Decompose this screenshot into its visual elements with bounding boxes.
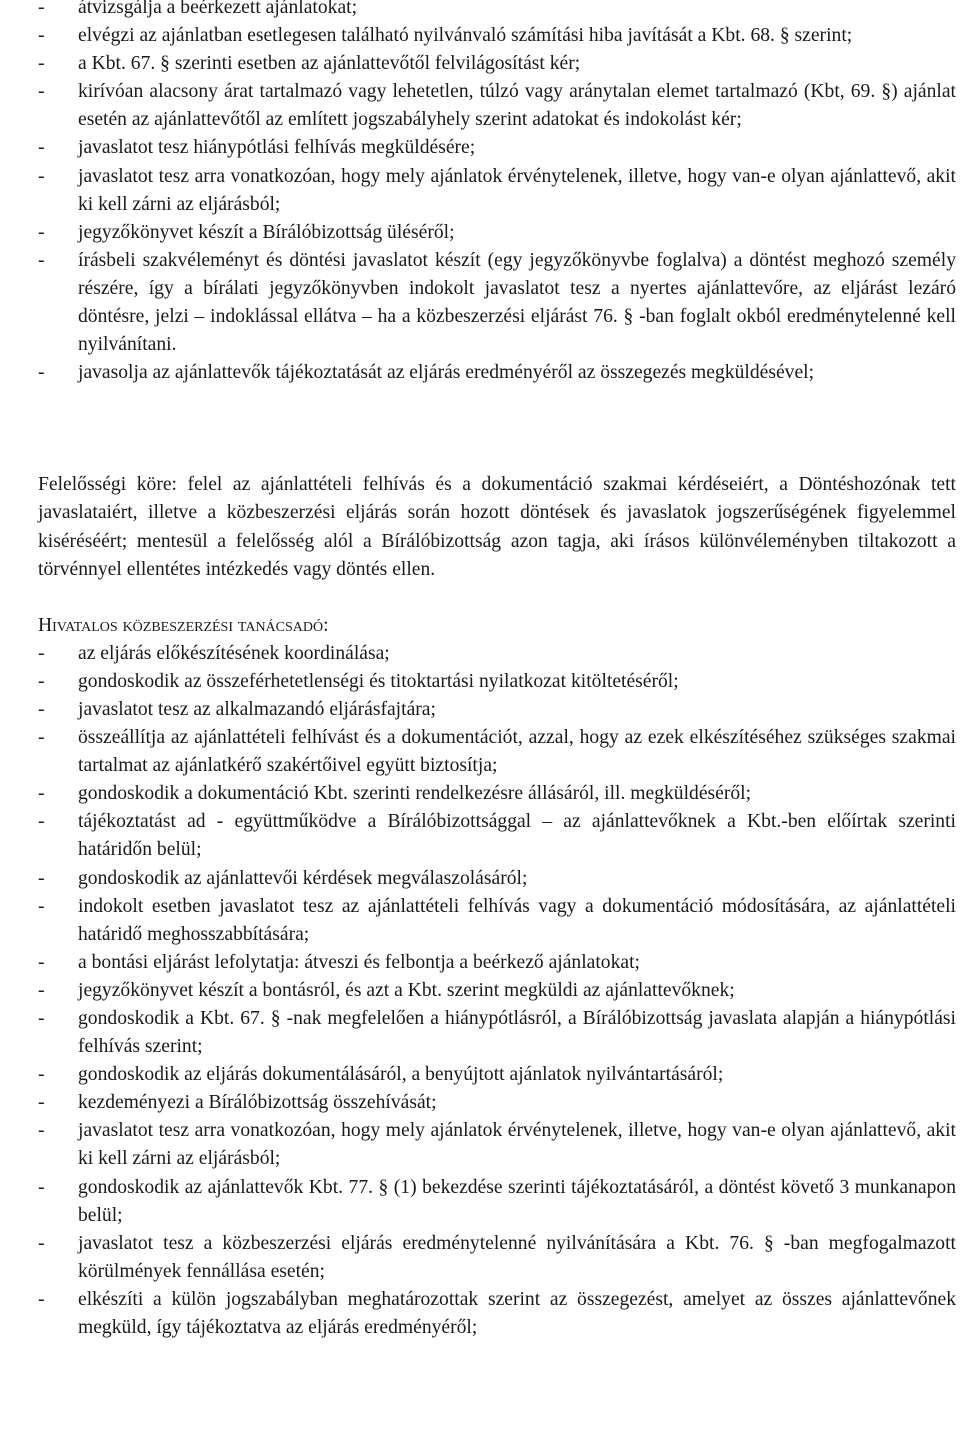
list-item: - írásbeli szakvéleményt és döntési javaslatot készít (egy jegyzőkönyvbe foglalva) a döntést meghozó személy részére, így a bírálati jegyzőkönyvben indokolt javaslatot tesz a nyertes ajánlattevőre, az eljárást lezáró döntésre, jelzi – indoklással ellátva – ha a közbeszerzési eljárást 76. § -ban foglalt okból eredménytelenné kell nyilvánítani. [38, 247, 956, 359]
list-item: - a Kbt. 67. § szerinti esetben az ajánlattevőtől felvilágosítást kér; [38, 50, 956, 78]
list-item: - összeállítja az ajánlattételi felhívást és a dokumentációt, azzal, hogy az ezek elkészítéséhez szükséges szakmai tartalmat az ajánlatkérő szakértőivel együtt biztosítja; [38, 724, 956, 780]
list-item: - jegyzőkönyvet készít a bontásról, és azt a Kbt. szerint megküldi az ajánlattevőknek; [38, 977, 956, 1005]
list-item: - gondoskodik a dokumentáció Kbt. szerinti rendelkezésre állásáról, ill. megküldéséről; [38, 780, 956, 808]
list-item: - átvizsgálja a beérkezett ajánlatokat; [38, 0, 956, 22]
list-item: - tájékoztatást ad - együttműködve a Bírálóbizottsággal – az ajánlattevőknek a Kbt.-ben előírtak szerinti határidőn belül; [38, 808, 956, 864]
list-item: - gondoskodik az ajánlattevők Kbt. 77. § (1) bekezdése szerinti tájékoztatásáról, a döntést követő 3 munkanapon belül; [38, 1174, 956, 1230]
list-item: - gondoskodik az ajánlattevői kérdések megválaszolásáról; [38, 865, 956, 893]
list-item: - indokolt esetben javaslatot tesz az ajánlattételi felhívás vagy a dokumentáció módosítására, az ajánlattételi határidő meghosszabbítására; [38, 893, 956, 949]
review-duties-list [38, 0, 956, 387]
responsibility-paragraph: Felelősségi köre: felel az ajánlattételi felhívás és a dokumentáció szakmai kérdéseiért, a Döntéshozónak tett javaslataiért, illetve a közbeszerzési eljárás során hozott döntések és javaslatok jogszerűségének figyelemmel kiséréséért; mentesül a felelősség alól a Bírálóbizottság azon tagja, aki írásos különvéleményben tiltakozott a törvénnyel ellentétes intézkedés vagy döntés ellen. [38, 474, 956, 580]
list-item: - gondoskodik a Kbt. 67. § -nak megfelelően a hiánypótlásról, a Bírálóbizottság javaslata alapján a hiánypótlási felhívás szerint; [38, 1005, 956, 1061]
list-item: - javaslatot tesz arra vonatkozóan, hogy mely ajánlatok érvénytelenek, illetve, hogy van-e olyan ajánlattevő, akit ki kell zárni az eljárásból; [38, 1117, 956, 1173]
list-item: - elkészíti a külön jogszabályban meghatározottak szerint az összegezést, amelyet az összes ajánlattevőnek megküld, így tájékoztatva az eljárás eredményéről; [38, 1286, 956, 1342]
list-item: - jegyzőkönyvet készít a Bírálóbizottság üléséről; [38, 219, 956, 247]
advisor-duties-list [38, 640, 956, 1342]
list-item: - az eljárás előkészítésének koordinálása; [38, 640, 956, 668]
list-item: - javaslatot tesz a közbeszerzési eljárás eredménytelenné nyilvánítására a Kbt. 76. § -ban megfogalmazott körülmények fennállása esetén; [38, 1230, 956, 1286]
list-item: - javaslatot tesz arra vonatkozóan, hogy mely ajánlatok érvénytelenek, illetve, hogy van-e olyan ajánlattevő, akit ki kell zárni az eljárásból; [38, 163, 956, 219]
list-item: - gondoskodik az összeférhetetlenségi és titoktartási nyilatkozat kitöltetéséről; [38, 668, 956, 696]
list-item: - gondoskodik az eljárás dokumentálásáról, a benyújtott ajánlatok nyilvántartásáról; [38, 1061, 956, 1089]
list-item: - elvégzi az ajánlatban esetlegesen található nyilvánvaló számítási hiba javítását a Kbt. 68. § szerint; [38, 22, 956, 50]
list-item: - kezdeményezi a Bírálóbizottság összehívását; [38, 1089, 956, 1117]
list-item: - kirívóan alacsony árat tartalmazó vagy lehetetlen, túlzó vagy aránytalan elemet tartalmazó (Kbt, 69. §) ajánlat esetén az ajánlattevőtől az említett jogszabályhely szerint adatokat és indokolást kér; [38, 78, 956, 134]
list-item: - a bontási eljárást lefolytatja: átveszi és felbontja a beérkező ajánlatokat; [38, 949, 956, 977]
section-heading: Hivatalos közbeszerzési tanácsadó: [38, 614, 329, 636]
list-item: - javaslatot tesz az alkalmazandó eljárásfajtára; [38, 696, 956, 724]
document-page [38, 0, 956, 1342]
list-item: - javasolja az ajánlattevők tájékoztatását az eljárás eredményéről az összegezés megküldésével; [38, 359, 956, 387]
list-item: - javaslatot tesz hiánypótlási felhívás megküldésére; [38, 134, 956, 162]
